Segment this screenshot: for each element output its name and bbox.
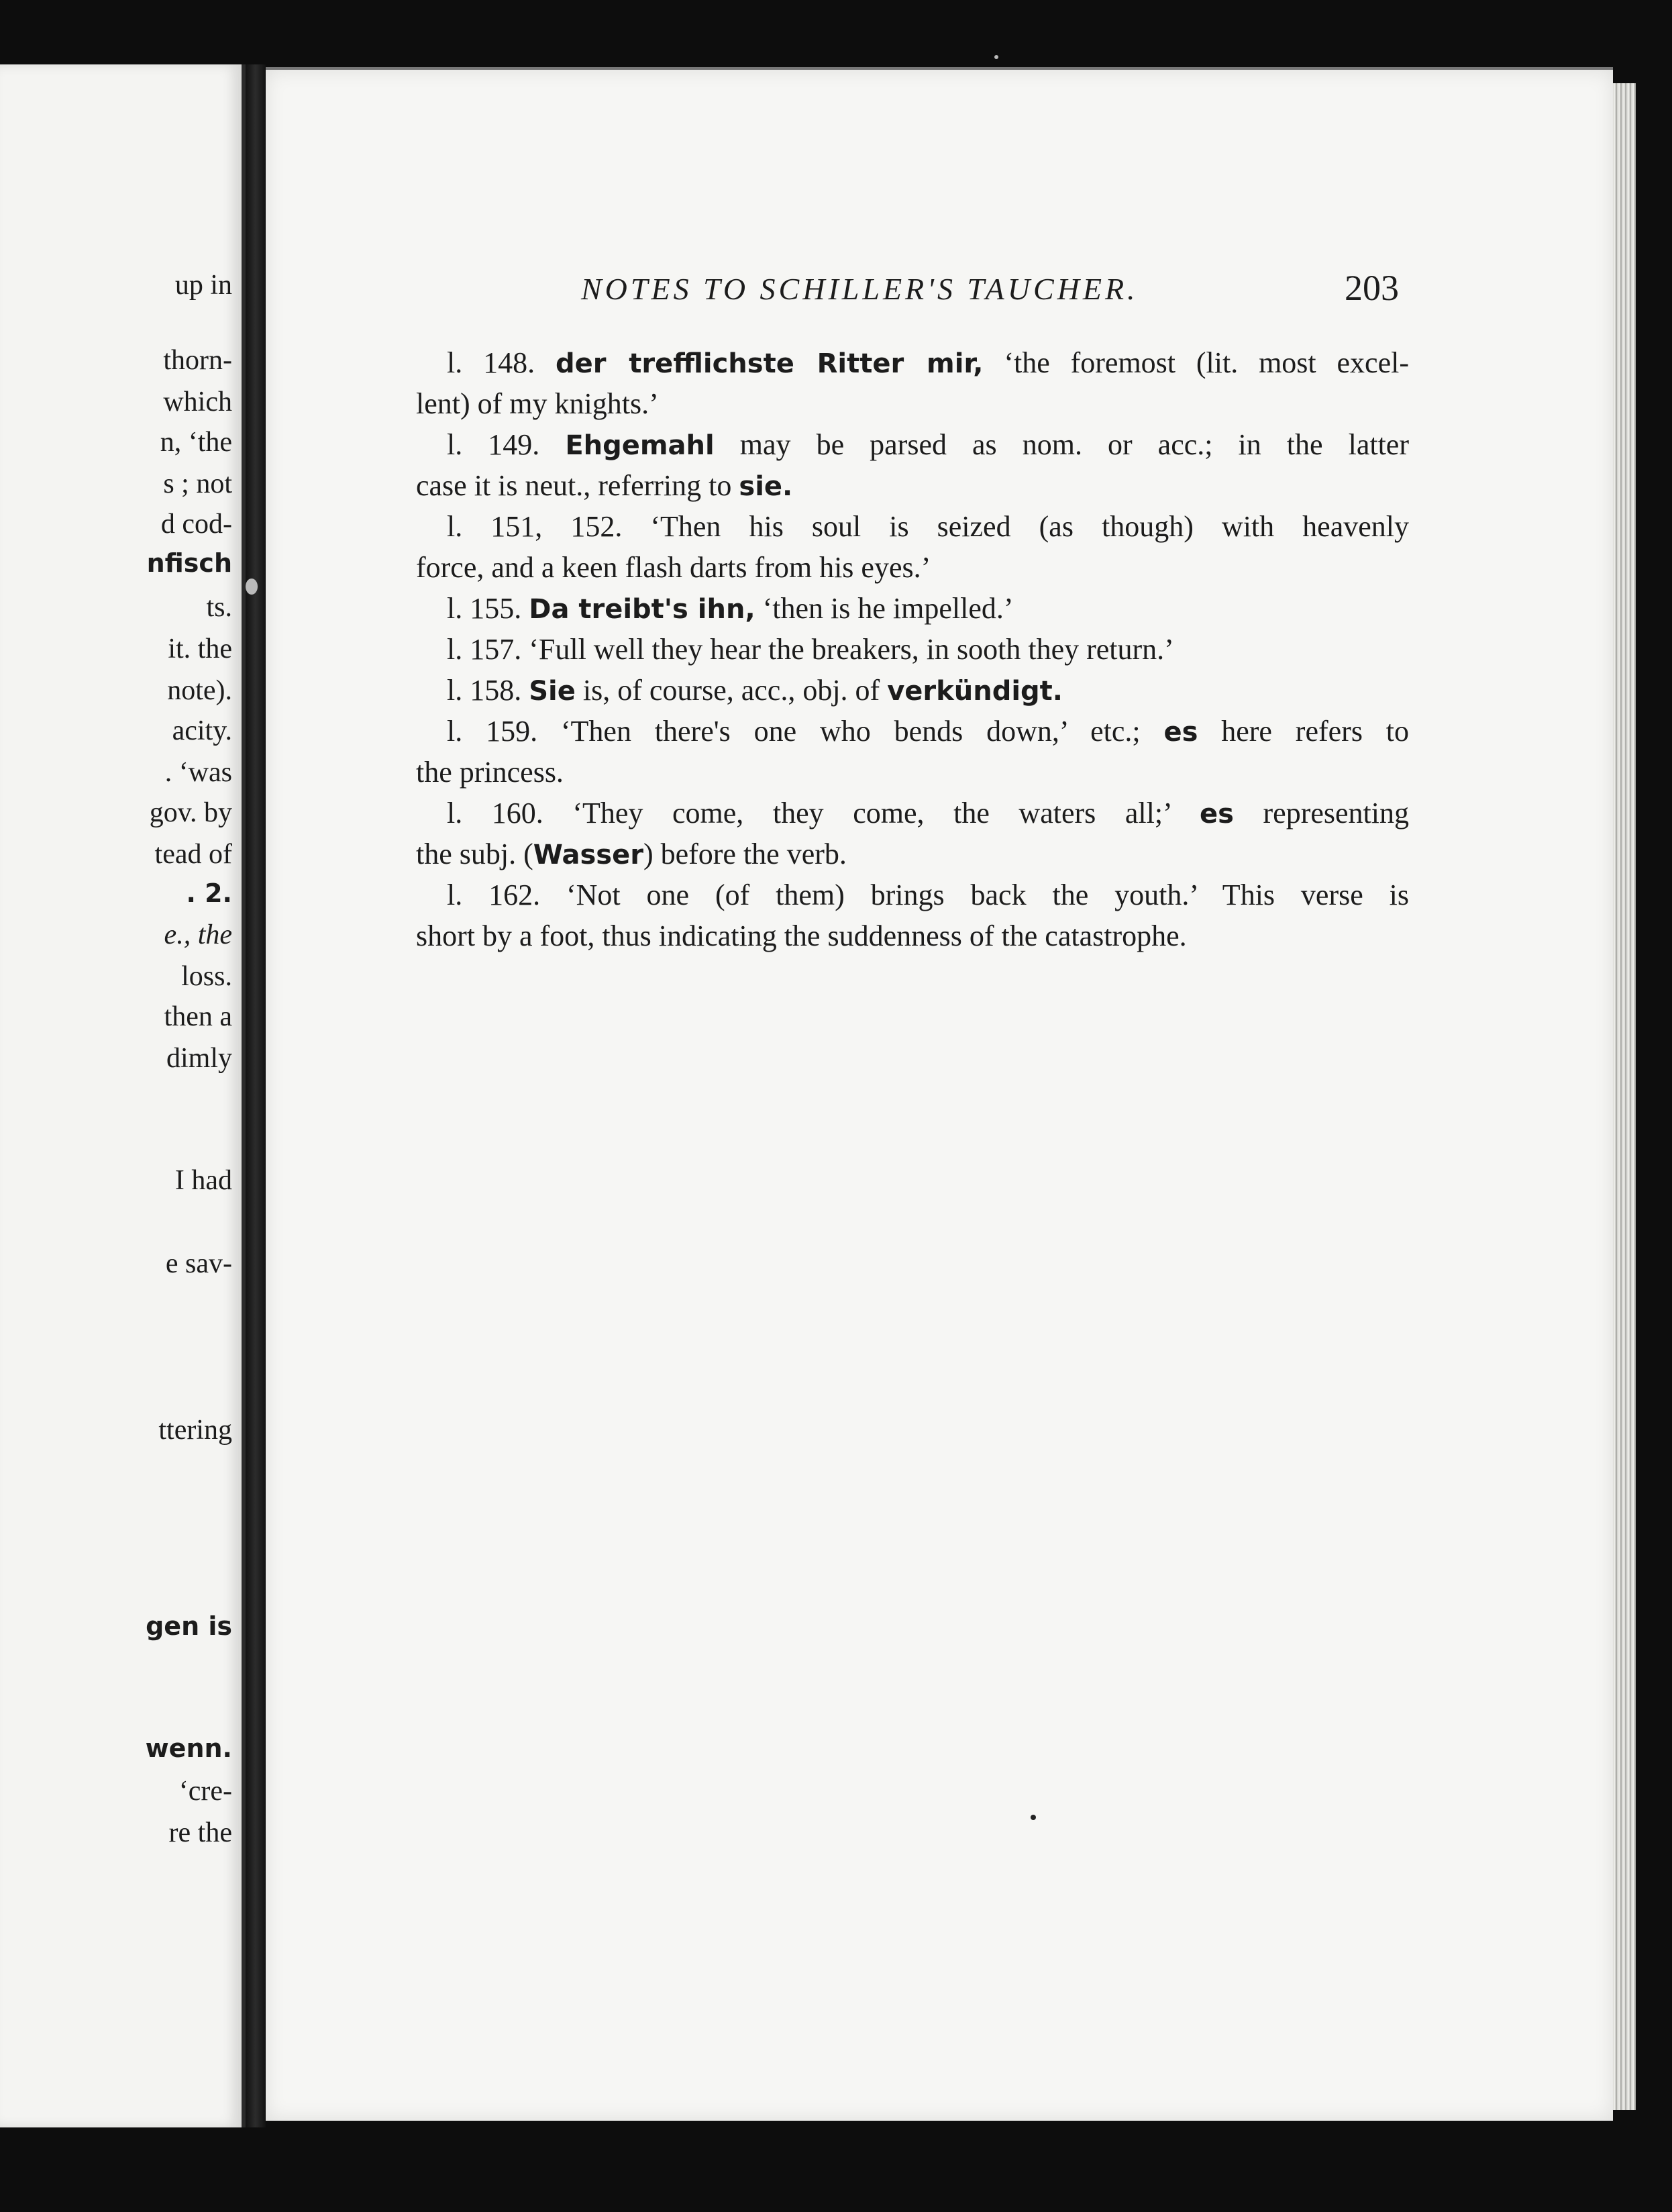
german-term: sie. bbox=[739, 471, 793, 502]
note-continuation-line bbox=[416, 834, 1409, 874]
note-text: l. 158. bbox=[447, 674, 529, 707]
note-text: l. 155. bbox=[447, 592, 529, 625]
note-entry bbox=[416, 874, 1409, 956]
note-text: l. 151, 152. ‘Then his soul is seized (as though) with heavenly bbox=[447, 510, 1409, 543]
left-page-text-fragment: . ‘was bbox=[164, 757, 232, 788]
left-page-text-fragment: loss. bbox=[181, 961, 232, 992]
left-page-text-fragment: note). bbox=[167, 675, 232, 706]
page-edge bbox=[1613, 83, 1636, 2110]
note-text: l. 149. bbox=[447, 428, 566, 461]
note-continuation-line bbox=[416, 383, 1409, 424]
left-page-text-fragment: ttering bbox=[158, 1415, 232, 1446]
book-gutter bbox=[246, 64, 266, 2127]
note-continuation-line bbox=[416, 752, 1409, 793]
left-page-text-fragment: n, ‘the bbox=[160, 427, 232, 458]
left-page-text-fragment: e., the bbox=[164, 919, 232, 950]
left-page-text-fragment: thorn- bbox=[163, 345, 232, 376]
left-page-text-fragment: s ; not bbox=[163, 468, 232, 499]
running-head: NOTES TO SCHILLER'S TAUCHER. bbox=[581, 272, 1139, 306]
left-page-text-fragment: nfisch bbox=[146, 548, 232, 578]
note-first-line bbox=[416, 711, 1409, 752]
left-page-text-fragment: ts. bbox=[206, 592, 232, 623]
left-page-text-fragment: tead of bbox=[154, 839, 232, 870]
note-text: l. 159. ‘Then there's one who bends down,’ etc.; bbox=[447, 715, 1164, 748]
left-page-text-fragment: up in bbox=[174, 270, 232, 301]
note-text: here refers to bbox=[1198, 715, 1409, 748]
note-first-line bbox=[416, 424, 1409, 465]
note-continuation-line bbox=[416, 915, 1409, 956]
note-first-line bbox=[416, 670, 1409, 711]
note-first-line bbox=[416, 588, 1409, 629]
left-page-text-fragment: gen is bbox=[146, 1611, 232, 1641]
note-entry bbox=[416, 793, 1409, 874]
note-continuation-line bbox=[416, 547, 1409, 588]
scan-speck bbox=[994, 55, 998, 59]
left-page-text-fragment: I had bbox=[174, 1165, 232, 1196]
left-page-text-fragment: re the bbox=[168, 1817, 232, 1848]
note-entry bbox=[416, 424, 1409, 506]
note-entry bbox=[416, 588, 1409, 629]
left-page-text-fragment: it. the bbox=[168, 634, 232, 664]
note-text: short by a foot, thus indicating the suddenness of the catastrophe. bbox=[416, 919, 1187, 952]
note-entry bbox=[416, 711, 1409, 793]
left-page-text-fragment: acity. bbox=[172, 715, 232, 746]
note-text: l. 160. ‘They come, they come, the waters all;’ bbox=[447, 797, 1200, 830]
note-text: may be parsed as nom. or acc.; in the latter bbox=[714, 428, 1409, 461]
note-text: l. 162. ‘Not one (of them) brings back the youth.’ This verse is bbox=[447, 878, 1409, 911]
german-term: Ehgemahl bbox=[565, 430, 715, 461]
note-text: is, of course, acc., obj. of bbox=[575, 674, 888, 707]
note-entry bbox=[416, 670, 1409, 711]
note-text: l. 157. ‘Full well they hear the breakers, in sooth they return.’ bbox=[447, 633, 1174, 666]
left-page-text-fragment: ‘cre- bbox=[178, 1776, 232, 1807]
note-continuation-line bbox=[416, 465, 1409, 506]
note-text: the subj. ( bbox=[416, 838, 533, 870]
note-text: the princess. bbox=[416, 756, 564, 789]
page-number: 203 bbox=[1345, 268, 1399, 308]
left-page-text-fragment: gov. by bbox=[149, 797, 232, 828]
german-term: Wasser bbox=[533, 840, 643, 870]
note-text: ‘the foremost (lit. most excel- bbox=[983, 346, 1409, 379]
note-text: ‘then is he impelled.’ bbox=[755, 592, 1014, 625]
scan-speck bbox=[246, 579, 258, 595]
note-text: representing bbox=[1233, 797, 1409, 830]
note-first-line bbox=[416, 342, 1409, 383]
notes-body bbox=[416, 342, 1409, 956]
left-page-text-fragment: which bbox=[163, 387, 232, 417]
german-term: der trefflichste Ritter mir, bbox=[555, 348, 984, 379]
note-text: l. 148. bbox=[447, 346, 556, 379]
german-term: verkündigt. bbox=[887, 676, 1063, 707]
left-page-text-fragment: d cod- bbox=[160, 509, 232, 540]
note-entry bbox=[416, 342, 1409, 424]
german-term: es bbox=[1200, 799, 1234, 830]
left-page-fragment bbox=[0, 64, 246, 2127]
note-entry bbox=[416, 629, 1409, 670]
note-first-line bbox=[416, 793, 1409, 834]
note-text: case it is neut., referring to bbox=[416, 469, 739, 502]
note-text: lent) of my knights.’ bbox=[416, 387, 659, 420]
note-text: ) before the verb. bbox=[643, 838, 847, 870]
left-page-text-fragment: dimly bbox=[166, 1043, 232, 1074]
scan-speck bbox=[1031, 1815, 1036, 1820]
note-text: force, and a keen flash darts from his eyes.’ bbox=[416, 551, 931, 584]
german-term: es bbox=[1163, 717, 1198, 748]
left-page-text-fragment: . 2. bbox=[186, 878, 232, 908]
note-first-line bbox=[416, 874, 1409, 915]
note-first-line bbox=[416, 629, 1409, 670]
left-page-text-fragment: then a bbox=[164, 1001, 232, 1032]
german-term: Sie bbox=[529, 676, 576, 707]
note-first-line bbox=[416, 506, 1409, 547]
german-term: Da treibt's ihn, bbox=[529, 594, 755, 625]
left-page-text-fragment: e sav- bbox=[165, 1248, 232, 1279]
note-entry bbox=[416, 506, 1409, 588]
left-page-text-fragment: wenn. bbox=[145, 1733, 232, 1763]
